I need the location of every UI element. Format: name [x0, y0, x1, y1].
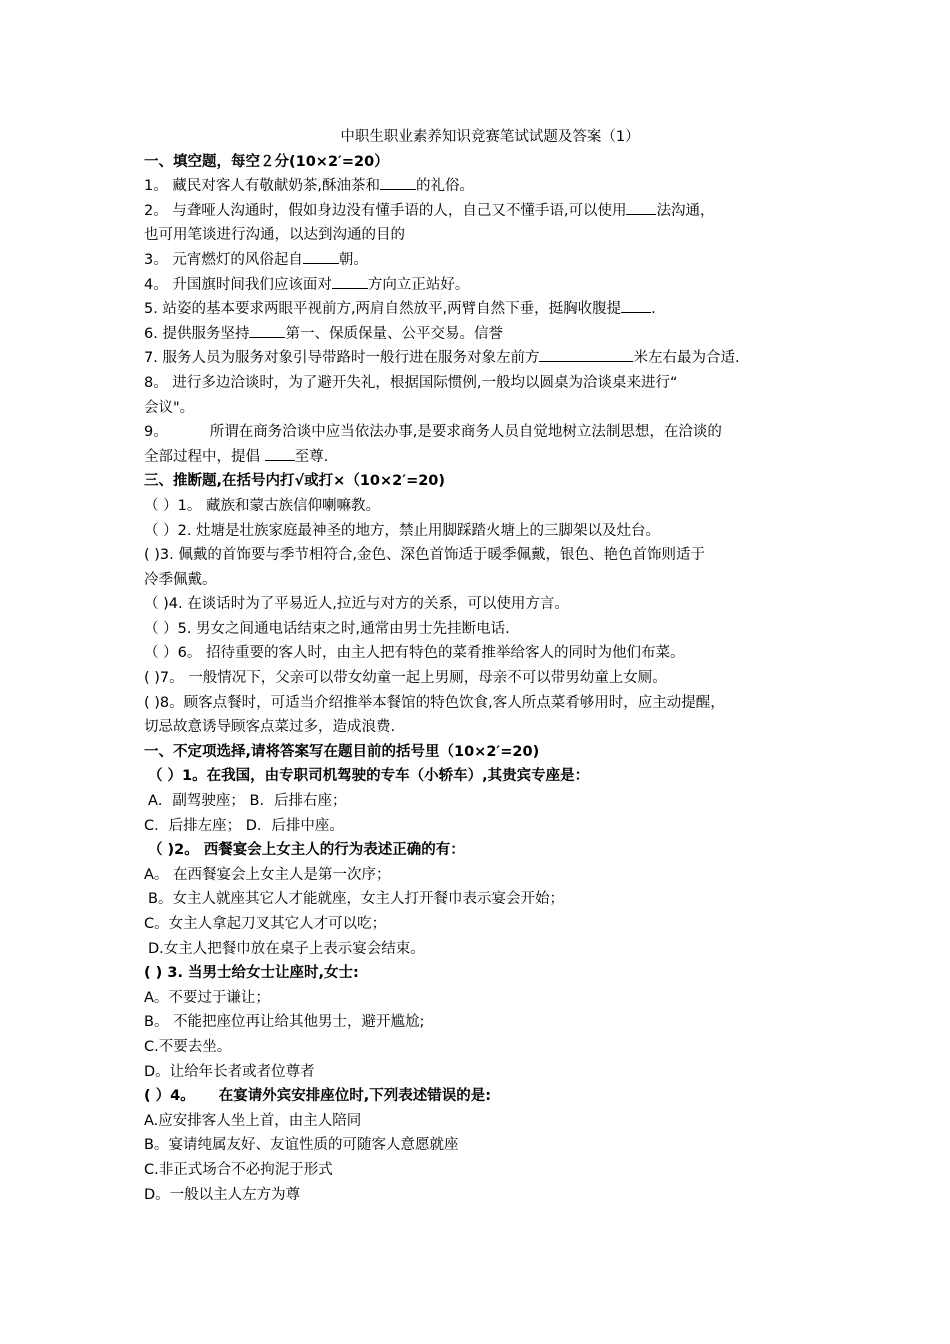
fill-question-8-cont: 会议"。 [144, 399, 195, 416]
fill-question-1: 1。 藏民对客人有敬献奶茶,酥油茶和 的礼俗。 [144, 174, 824, 199]
fill-question-9: 9。 所谓在商务洽谈中应当依法办事,是要求商务人员自觉地树立法制思想，在洽谈的 [144, 424, 722, 441]
answer-blank [626, 199, 656, 215]
answer-blank [621, 297, 651, 313]
choice-option: A.应安排客人坐上首，由主人陪同 [144, 1112, 362, 1129]
answer-blank [332, 273, 368, 289]
choice-option: C.不要去坐。 [144, 1038, 232, 1055]
judgement-item: （ )4. 在谈话时为了平易近人,拉近与对方的关系，可以使用方言。 [144, 596, 569, 613]
judgement-item-cont: 切忌故意诱导顾客点菜过多，造成浪费. [144, 719, 396, 736]
section-fill-blank-heading: 一、填空题，每空２分(10×2′=20） [144, 153, 389, 170]
judgement-item: ( )7。 一般情况下，父亲可以带女幼童一起上男厕，母亲不可以带男幼童上女厕。 [144, 670, 667, 687]
choice-question-3: ( ) 3. 当男士给女士让座时,女士: [144, 965, 359, 982]
choice-question-1: （ ）1。在我国，由专职司机驾驶的专车（小轿车）,其贵宾专座是： [148, 768, 590, 785]
fill-question-9-cont: 全部过程中，提倡 至尊. [144, 445, 824, 470]
fill-question-4: 4。 升国旗时间我们应该面对 方向立正站好。 [144, 273, 824, 298]
choice-option: A。不要过于谦让； [144, 989, 270, 1006]
choice-option: C．后排左座； D．后排中座。 [144, 817, 344, 834]
choice-option: C。女主人拿起刀叉其它人才可以吃； [144, 916, 387, 932]
choice-option: A．副驾驶座； B．后排右座； [148, 793, 347, 810]
choice-option: C.非正式场合不必拘泥于形式 [144, 1161, 333, 1178]
answer-blank [380, 174, 416, 190]
choice-option: B。 不能把座位再让给其他男士，避开尴尬; [144, 1014, 425, 1031]
answer-blank [539, 346, 633, 362]
document-title: 中职生职业素养知识竞赛笔试试题及答案（1） [340, 129, 640, 145]
judgement-item-cont: 冷季佩戴。 [144, 571, 217, 588]
fill-question-6: 6. 提供服务坚持 第一、保质保量、公平交易。信誉 [144, 322, 824, 347]
section-judgement-heading: 三、推断题,在括号内打√或打×（10×2′=20) [144, 473, 446, 490]
choice-question-2: （ )2。 西餐宴会上女主人的行为表述正确的有： [148, 842, 465, 859]
choice-option: D.女主人把餐巾放在桌子上表示宴会结束。 [148, 940, 425, 957]
answer-blank [249, 322, 285, 338]
document-page [144, 125, 824, 1207]
judgement-item: ( )3. 佩戴的首饰要与季节相符合,金色、深色首饰适于暖季佩戴，银色、艳色首饰则适于 [144, 547, 705, 564]
judgement-item: （ ）1。 藏族和蒙古族信仰喇嘛教。 [144, 497, 380, 514]
fill-question-5: 5. 站姿的基本要求两眼平视前方,两肩自然放平,两臂自然下垂，挺胸收腹提 . [144, 297, 824, 322]
choice-option: B。女主人就座其它人才能就座，女主人打开餐巾表示宴会开始； [148, 891, 564, 908]
judgement-item: ( )8。顾客点餐时，可适当介绍推举本餐馆的特色饮食,客人所点菜肴够用时，应主动提醒， [144, 694, 725, 711]
choice-option: A。 在西餐宴会上女主人是第一次序； [144, 866, 391, 883]
answer-blank [265, 445, 295, 461]
fill-question-2-cont: 也可用笔谈进行沟通，以达到沟通的目的 [144, 227, 405, 244]
fill-question-7: 7. 服务人员为服务对象引导带路时一般行进在服务对象左前方 米左右最为合适. [144, 346, 824, 371]
answer-blank [303, 248, 339, 264]
choice-question-4: ( ）4。 在宴请外宾安排座位时,下列表述错误的是: [144, 1088, 492, 1105]
fill-question-3: 3。 元宵燃灯的风俗起自 朝。 [144, 248, 824, 273]
fill-question-8: 8。 进行多边洽谈时，为了避开失礼，根据国际惯例,一般均以圆桌为洽谈桌来进行“ [144, 374, 678, 391]
section-choice-heading: 一、不定项选择,请将答案写在题目前的括号里（10×2′=20) [144, 743, 540, 760]
judgement-item: （ ）6。 招待重要的客人时，由主人把有特色的菜肴推举给客人的同时为他们布菜。 [144, 645, 685, 662]
choice-option: D。让给年长者或者位尊者 [144, 1063, 315, 1080]
choice-option: D。一般以主人左方为尊 [144, 1186, 301, 1203]
choice-option: B。宴请纯属友好、友谊性质的可随客人意愿就座 [144, 1137, 459, 1154]
judgement-item: （ ）5. 男女之间通电话结束之时,通常由男士先挂断电话. [144, 620, 510, 637]
fill-question-2: 2。 与聋哑人沟通时，假如身边没有懂手语的人，自己又不懂手语,可以使用 法沟通， [144, 199, 824, 224]
judgement-item: （ ）2. 灶塘是壮族家庭最神圣的地方，禁止用脚踩踏火塘上的三脚架以及灶台。 [144, 522, 661, 539]
